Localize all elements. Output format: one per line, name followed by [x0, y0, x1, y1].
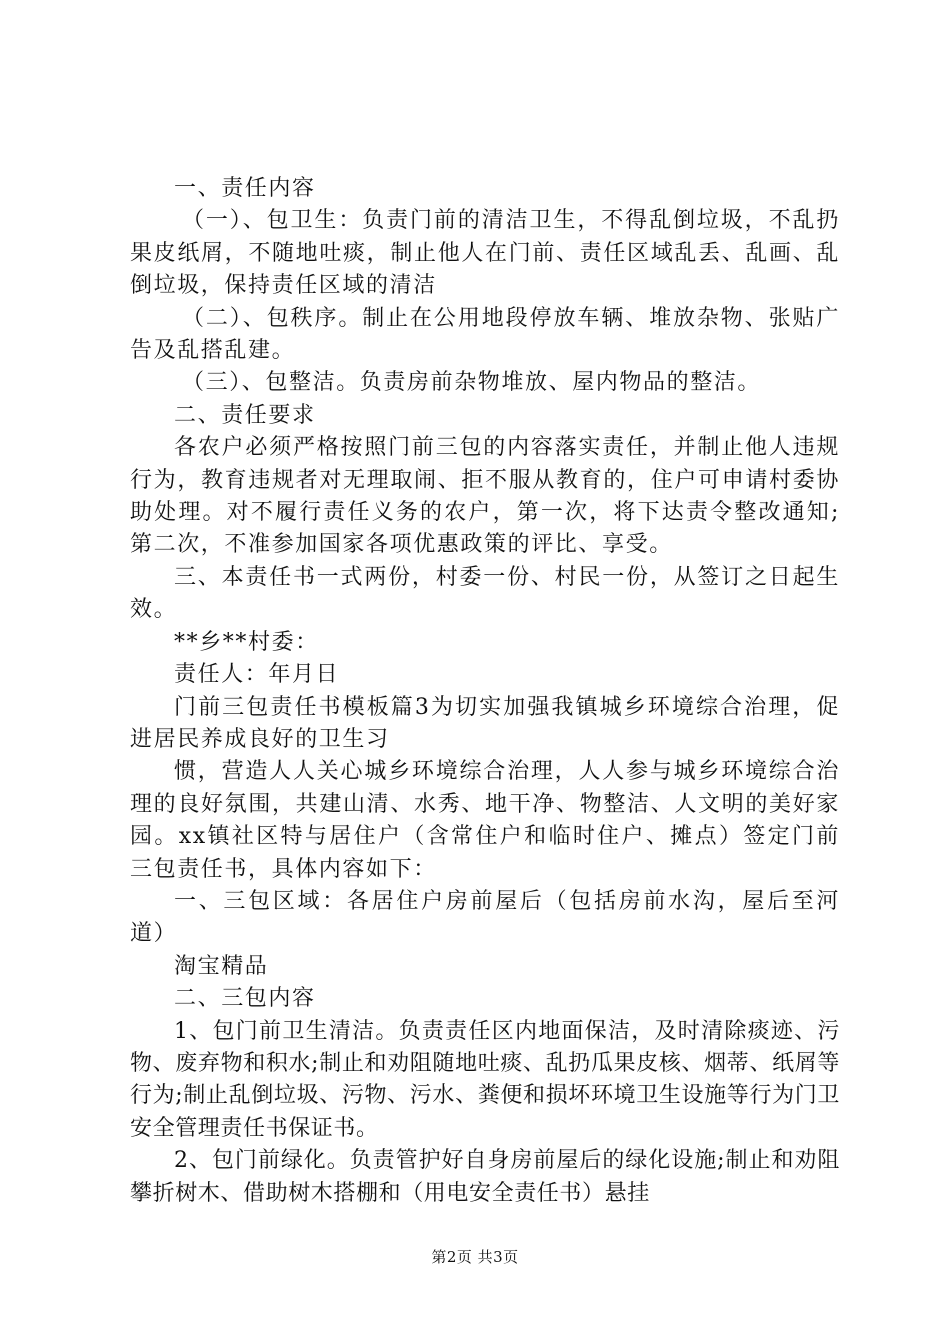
signature-village-committee: **乡**村委：: [174, 629, 319, 655]
page-number-footer: 第2页 共3页: [431, 1248, 519, 1266]
paragraph-requirements: 各农户必须严格按照门前三包的内容落实责任，并制止他人违规行为，教育违规者对无理取闹、拒不服从教育的，住户可申请村委协助处理。对不履行责任义务的农户，第一次，将下达责令整改通知;第二次，不准参加国家各项优惠政策的评比、享受。: [130, 435, 840, 558]
paragraph-item-1: 1、包门前卫生清洁。负责责任区内地面保洁，及时清除痰迹、污物、废弃物和积水;制止和劝阻随地吐痰、乱扔瓜果皮核、烟蒂、纸屑等行为;制止乱倒垃圾、污物、污水、粪便和损坏环境卫生设施等行为门卫安全管理责任书保证书。: [130, 1018, 840, 1141]
paragraph-order: （二）、包秩序。制止在公用地段停放车辆、堆放杂物、张贴广告及乱搭乱建。: [130, 305, 840, 364]
paragraph-taobao: 淘宝精品: [174, 953, 269, 979]
section-heading-requirements: 二、责任要求: [174, 402, 316, 428]
paragraph-template-3-body: 惯，营造人人关心城乡环境综合治理，人人参与城乡环境综合治理的良好氛围，共建山清、水秀、地干净、物整洁、人文明的美好家园。xx镇社区特与居住户（含常住户和临时住户、摊点）签定门前三包责任书，具体内容如下：: [130, 759, 840, 882]
section-heading-responsibility-content: 一、责任内容: [174, 176, 316, 201]
paragraph-tidiness: （三）、包整洁。负责房前杂物堆放、屋内物品的整洁。: [182, 370, 762, 396]
section-heading-three-contents: 二、三包内容: [174, 986, 316, 1012]
paragraph-item-2: 2、包门前绿化。负责管护好自身房前屋后的绿化设施;制止和劝阻攀折树木、借助树木搭棚和（用电安全责任书）悬挂: [130, 1148, 840, 1206]
paragraph-template-3-intro: 门前三包责任书模板篇3为切实加强我镇城乡环境综合治理，促进居民养成良好的卫生习: [130, 694, 840, 752]
paragraph-hygiene: （一）、包卫生：负责门前的清洁卫生，不得乱倒垃圾，不乱扔果皮纸屑，不随地吐痰，制止他人在门前、责任区域乱丢、乱画、乱倒垃圾，保持责任区域的清洁: [130, 208, 840, 299]
paragraph-copies: 三、本责任书一式两份，村委一份、村民一份，从签订之日起生效。: [130, 564, 840, 623]
signature-responsible-person: 责任人：年月日: [174, 662, 340, 688]
paragraph-area: 一、三包区域：各居住户房前屋后（包括房前水沟，屋后至河道）: [130, 888, 840, 947]
document-body: [130, 173, 840, 1210]
